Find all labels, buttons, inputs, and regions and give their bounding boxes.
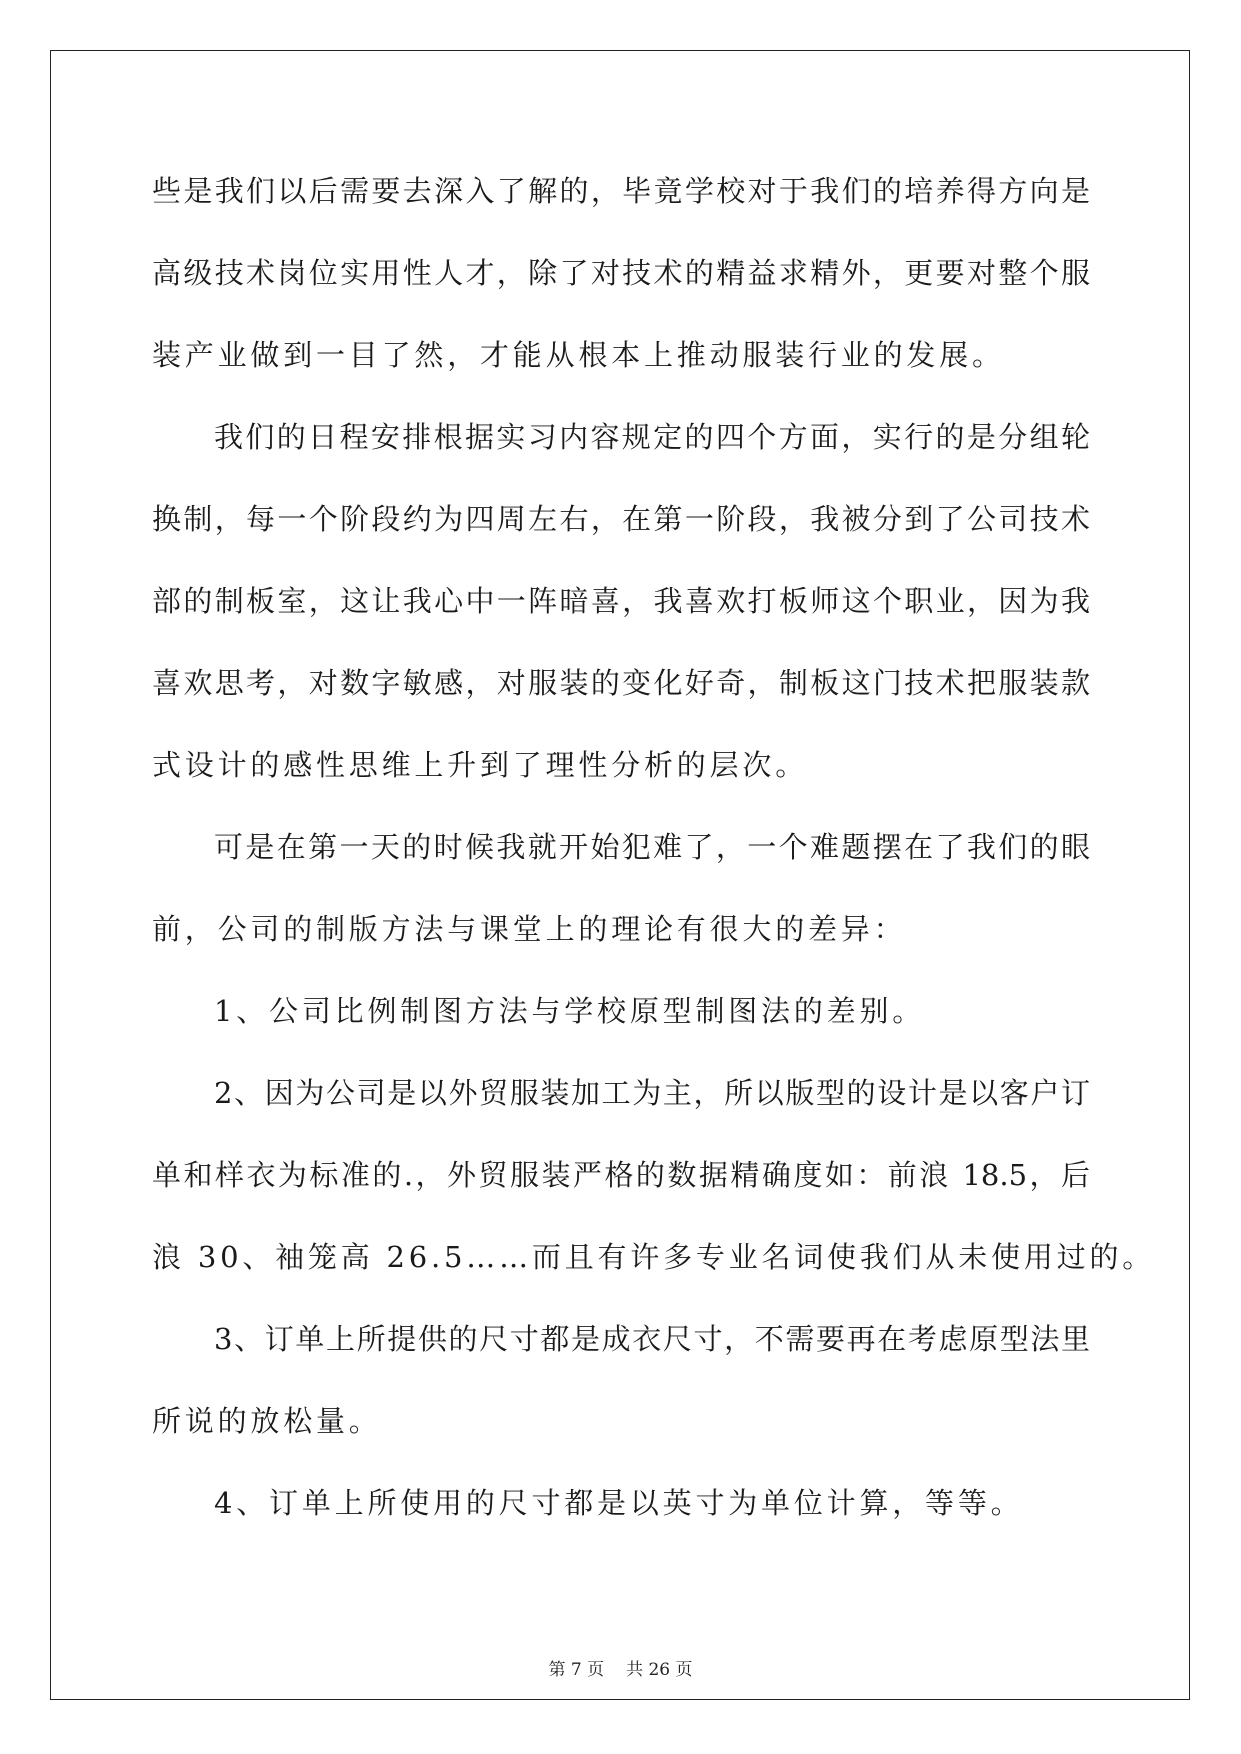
text-line: 前，公司的制版方法与课堂上的理论有很大的差异： (152, 912, 907, 946)
text-line: 喜欢思考，对数字敏感，对服装的变化好奇，制板这门技术把服装款 (152, 666, 1090, 700)
text-line: 部的制板室，这让我心中一阵暗喜，我喜欢打板师这个职业，因为我 (152, 584, 1090, 618)
text-line: 装产业做到一目了然，才能从根本上推动服装行业的发展。 (152, 338, 1005, 372)
list-item-2: 2、因为公司是以外贸服装加工为主，所以版型的设计是以客户订 (214, 1076, 1090, 1110)
page-footer (0, 1655, 1241, 1680)
text-line: 单和样衣为标准的.，外贸服装严格的数据精确度如：前浪 18.5，后 (152, 1158, 1090, 1192)
document-body (152, 161, 1156, 1555)
text-line: 高级技术岗位实用性人才，除了对技术的精益求精外，更要对整个服 (152, 256, 1090, 290)
list-item-4: 4、订单上所使用的尺寸都是以英寸为单位计算，等等。 (214, 1486, 1024, 1520)
text-line: 些是我们以后需要去深入了解的，毕竟学校对于我们的培养得方向是 (152, 174, 1090, 208)
page-number: 第 7 页 (548, 1660, 605, 1680)
text-line: 浪 30、袖笼高 26.5……而且有许多专业名词使我们从未使用过的。 (152, 1240, 1156, 1274)
text-line: 换制，每一个阶段约为四周左右，在第一阶段，我被分到了公司技术 (152, 502, 1090, 536)
paragraph-start-line: 可是在第一天的时候我就开始犯难了，一个难题摆在了我们的眼 (214, 830, 1090, 864)
list-item-3: 3、订单上所提供的尺寸都是成衣尺寸，不需要再在考虑原型法里 (214, 1322, 1090, 1356)
text-line: 式设计的感性思维上升到了理性分析的层次。 (152, 748, 809, 782)
paragraph-start-line: 我们的日程安排根据实习内容规定的四个方面，实行的是分组轮 (214, 420, 1090, 454)
text-line: 所说的放松量。 (152, 1404, 382, 1438)
page-total: 共 26 页 (626, 1660, 693, 1680)
list-item-1: 1、公司比例制图方法与学校原型制图法的差别。 (214, 994, 926, 1028)
